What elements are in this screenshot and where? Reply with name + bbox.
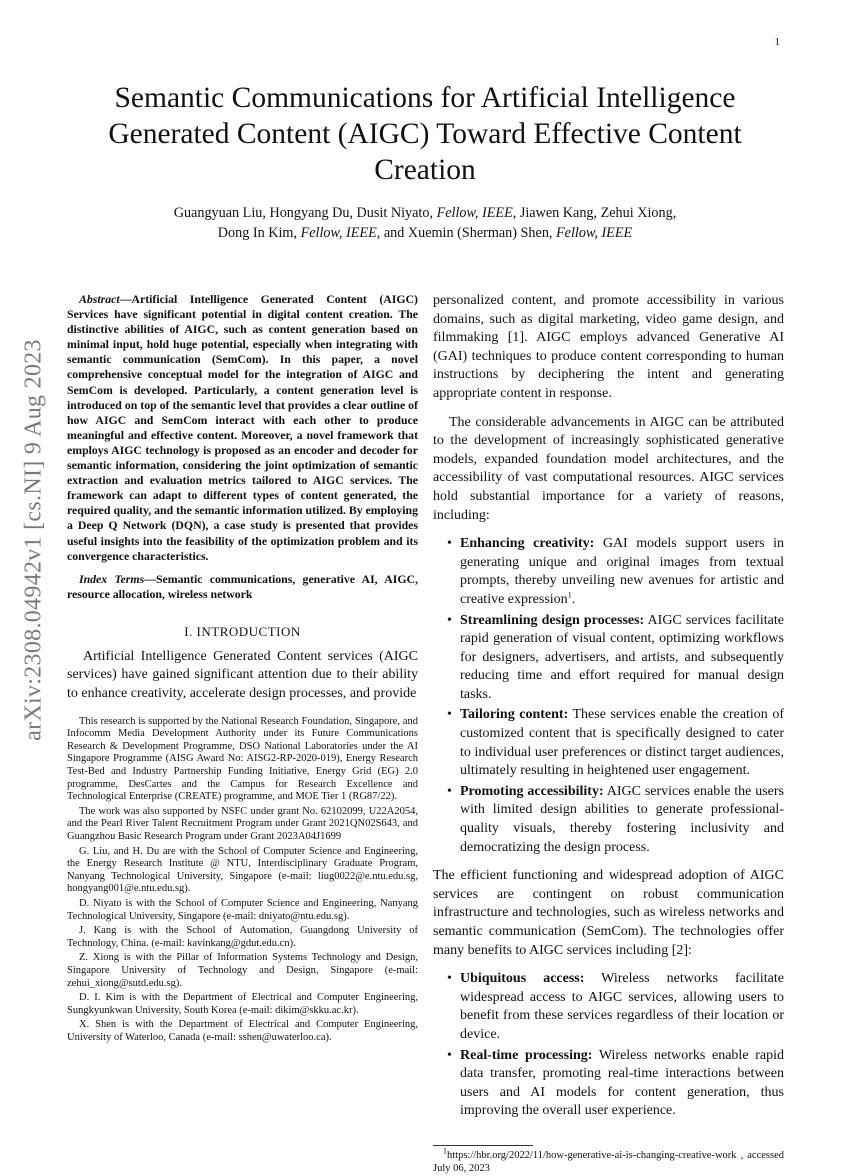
page-number: 1 (774, 36, 780, 48)
left-column (67, 292, 418, 1047)
bullet-icon: • (447, 971, 452, 987)
aigc-benefits-list (433, 535, 784, 857)
index-terms-text: —Semantic communications, generative AI, AIGC, resource allocation, wireless network (67, 571, 418, 601)
bullet-icon: • (447, 783, 452, 799)
network-benefits-list (433, 970, 784, 1121)
right-paragraph-2: The considerable advancements in AIGC can be attributed to the development of increasingly sophisticated generative models, expanded foundation model architectures, and the accessibility of vast computational resources. AIGC services hold substantial importance for a variety of reasons, including: (433, 414, 784, 523)
right-paragraph-1: personalized content, and promote accessibility in various domains, such as digital marketing, video game design, and filmmaking [1]. AIGC employs advanced Generative AI (GAI) techniques to produce content corresponding to human instructions by deciphering the intent and generating appropriate content in response. (433, 293, 784, 401)
author-list (60, 203, 790, 243)
affiliation-footnotes (67, 716, 418, 1045)
list-item: • Ubiquitous access: Wireless networks facilitate widespread access to AIGC services, allowing users to benefit from these services regardless of their location or device. (447, 971, 784, 1042)
footnote-url: $^1$https://hbr.org/2022/11/how-generative-ai-is-changing-creative-work , accessed July 06, 2023 (433, 1146, 784, 1174)
footnote-funding-2: The work was also supported by NSFC under grant No. 62102099, U22A2054, and the Pearl River Talent Recruitment Program under Grant 2021QN02S643, and Guangzhou Basic Research Program under Grant 2023A04J1699 (67, 805, 418, 842)
intro-paragraph: Artificial Intelligence Generated Content services (AIGC services) have gained significant attention due to their ability to enhance creativity, accelerate design processes, and provide (67, 648, 418, 702)
index-terms-label: Index Terms (79, 571, 145, 586)
abstract-text: —Artificial Intelligence Generated Content (AIGC) Services have significant potential in digital content creation. The distinctive abilities of AIGC, such as content generation based on minimal input, hold huge potential, especially when integrating with semantic communication (SemCom). In this paper, a novel comprehensive conceptual model for the integration of AIGC and SemCom is developed. Particularly, a content generation level is introduced on top of the semantic level that provides a clear outline of how AIGC and SemCom interact with each other to produce meaningful and effective content. Moreover, a novel framework that employs AIGC technology is proposed as an encoder and decoder for semantic information, considering the joint optimization of semantic extraction and evaluation metrics tailored to AIGC services. The framework can adapt to different types of content generated, the required quality, and the semantic information utilized. By employing a Deep Q Network (DQN), a case study is presented that provides useful insights into the feasibility of the optimization problem and its convergence characteristics. (67, 292, 418, 563)
abstract (67, 292, 418, 564)
right-column (433, 292, 784, 1176)
index-terms (67, 572, 418, 602)
footnote-affiliation-xiong: Z. Xiong is with the Pillar of Information Systems Technology and Design, Singapore University of Technology and Design, Singapore (e-mail: zehui_xiong@sutd.edu.sg). (67, 952, 418, 989)
abstract-label: Abstract (79, 292, 120, 306)
footnote-divider (433, 1145, 533, 1146)
author-line-1: Guangyuan Liu, Hongyang Du, Dusit Niyato, Fellow, IEEE, Jiawen Kang, Zehui Xiong, (173, 205, 677, 221)
footnote-funding-1: This research is supported by the National Research Foundation, Singapore, and Infocomm Media Development Authority under its Future Communications Research & Development Programme, DSO National Laboratories under the AI Singapore Programme (AISG Award No: AISG2-RP-2020-019), Energy Research Test-Bed and Industry Partnership Funding Initiative, Energy Grid (EG) 2.0 programme, DesCartes and the Campus for Research Excellence and Technological Enterprise (CREATE) programme, and MOE Tier 1 (RG87/22). (67, 715, 418, 803)
bullet-icon: • (447, 612, 452, 628)
footnote-affiliation-kim: D. I. Kim is with the Department of Electrical and Computer Engineering, Sungkyunkwan University, South Korea (e-mail: dikim@skku.ac.kr). (67, 992, 418, 1016)
bullet-icon: • (447, 707, 452, 723)
footnote-affiliation-shen: X. Shen is with the Department of Electrical and Computer Engineering, University of Waterloo, Canada (e-mail: sshen@uwaterloo.ca). (67, 1019, 418, 1043)
footnote-affiliation-kang: J. Kang is with the School of Automation, Guangdong University of Technology, China. (e-mail: kavinkang@gdut.edu.cn). (67, 925, 418, 949)
section-heading-introduction: I. INTRODUCTION (184, 623, 301, 639)
right-paragraph-3: The efficient functioning and widespread adoption of AIGC services are contingent on robust communication infrastructure and technologies, such as wireless networks and semantic communication (SemCom). The technologies offer many benefits to AIGC services including [2]: (433, 868, 784, 958)
arxiv-stamp (14, 305, 54, 775)
arxiv-stamp-text: arXiv:2308.04942v1 [cs.NI] 9 Aug 2023 (20, 339, 47, 741)
paper-title: Semantic Communications for Artificial Intelligence Generated Content (AIGC) Toward Effective Content Creation (108, 82, 742, 186)
list-item: • Tailoring content: These services enable the creation of customized content that is specifically designed to cater to individual user preferences or distinct target audiences, ultimately resulting in heightened user engagement. (447, 707, 784, 779)
list-item: • Real-time processing: Wireless networks enable rapid data transfer, promoting real-time interactions between users and AI models for content generation, thus improving the overall user experience. (447, 1047, 784, 1119)
author-line-2: Dong In Kim, Fellow, IEEE, and Xuemin (Sherman) Shen, Fellow, IEEE (217, 225, 633, 241)
footnote-affiliation-liu-du: G. Liu, and H. Du are with the School of Computer Science and Engineering, the Energy Research Institute @ NTU, Interdisciplinary Graduate Program, Nanyang Technological University, Singapore (e-mail: liug0022@e.ntu.edu.sg, hongyang001@e.ntu.edu.sg). (67, 845, 418, 895)
list-item: • Enhancing creativity: GAI models support users in generating unique and original images from textual prompts, thereby unveiling new avenues for artistic and creative expression$^1$. (447, 536, 784, 607)
list-item: • Streamlining design processes: AIGC services facilitate rapid generation of visual content, optimizing workflows for designers, advertisers, and artists, and subsequently reducing time and effort required for manual design tasks. (447, 612, 785, 702)
bullet-icon: • (447, 536, 452, 552)
footnote-ref: 1 (567, 590, 572, 600)
list-item: • Promoting accessibility: AIGC services enable the users with limited design abilities to generate professional-quality visuals, thereby fostering inclusivity and democratizing the design process. (447, 783, 784, 855)
footnote-affiliation-niyato: D. Niyato is with the School of Computer Science and Engineering, Nanyang Technological University, Singapore (e-mail: dniyato@ntu.edu.sg). (67, 897, 418, 922)
bullet-icon: • (447, 1047, 452, 1063)
